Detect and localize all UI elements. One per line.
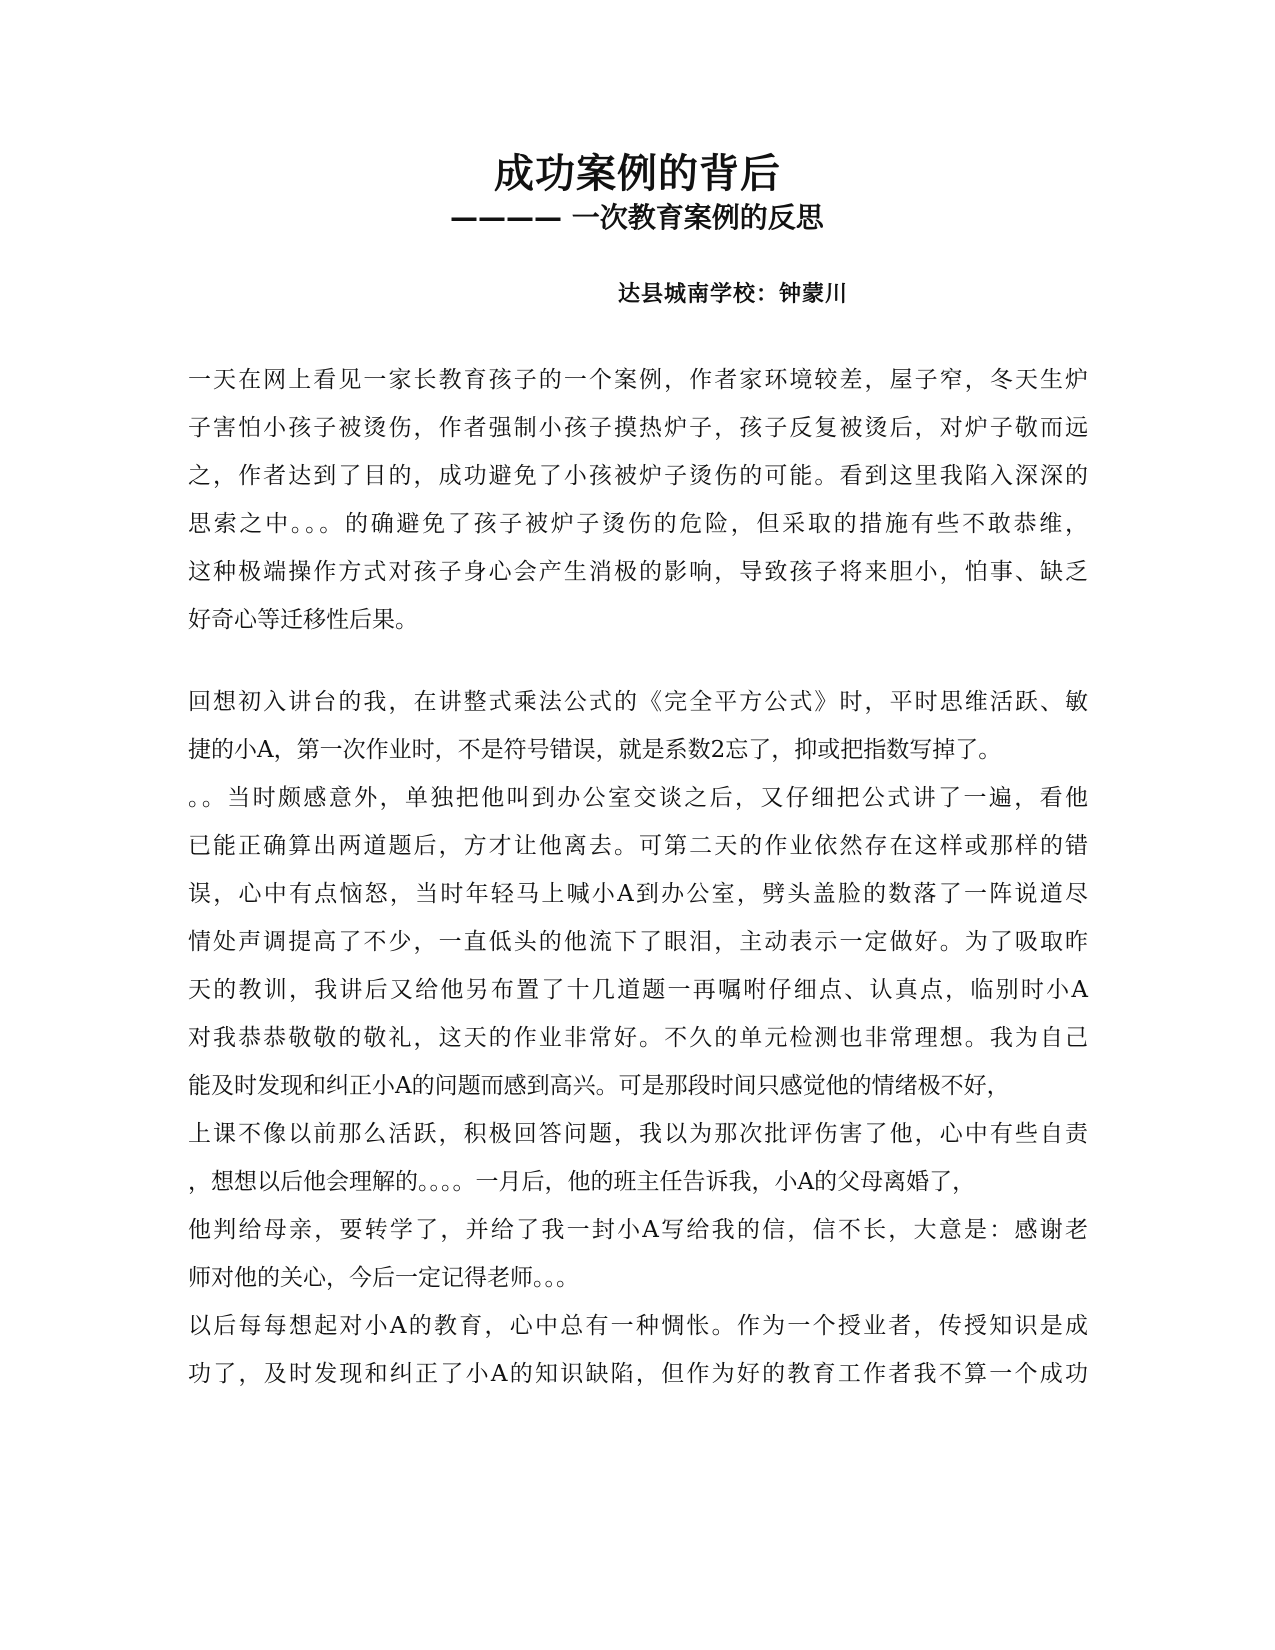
paragraph-2 bbox=[188, 678, 1088, 1302]
paragraph-3 bbox=[188, 1302, 1088, 1398]
text-line: 对我恭恭敬敬的敬礼，这天的作业非常好。不久的单元检测也非常理想。我为自己 bbox=[188, 1025, 1088, 1051]
text-line: 误，心中有点恼怒，当时年轻马上喊小A到办公室，劈头盖脸的数落了一阵说道尽 bbox=[188, 881, 1088, 907]
text-line: 子害怕小孩子被烫伤，作者强制小孩子摸热炉子，孩子反复被烫后，对炉子敬而远 bbox=[188, 415, 1088, 441]
text-line: 以后每每想起对小A的教育，心中总有一种惆怅。作为一个授业者，传授知识是成 bbox=[188, 1313, 1088, 1339]
document-title: 成功案例的背后 bbox=[494, 151, 781, 197]
text-line: ，想想以后他会理解的。。。。一月后，他的班主任告诉我，小A的父母离婚了， bbox=[188, 1169, 976, 1195]
text-line: 捷的小A，第一次作业时，不是符号错误，就是系数2忘了，抑或把指数写掉了。 bbox=[188, 737, 1002, 763]
text-line: 。。当时颇感意外，单独把他叫到办公室交谈之后，又仔细把公式讲了一遍，看他 bbox=[188, 785, 1088, 811]
text-line: 情处声调提高了不少，一直低头的他流下了眼泪，主动表示一定做好。为了吸取昨 bbox=[188, 929, 1088, 955]
text-line: 上课不像以前那么活跃，积极回答问题，我以为那次批评伤害了他，心中有些自责 bbox=[188, 1121, 1088, 1147]
text-line: 之，作者达到了目的，成功避免了小孩被炉子烫伤的可能。看到这里我陷入深深的 bbox=[188, 463, 1088, 489]
document-subtitle: ———— 一次教育案例的反思 bbox=[450, 201, 824, 234]
text-line: 好奇心等迁移性后果。 bbox=[188, 607, 418, 633]
text-line: 能及时发现和纠正小A的问题而感到高兴。可是那段时间只感觉他的情绪极不好， bbox=[188, 1073, 1010, 1099]
text-line: 这种极端操作方式对孩子身心会产生消极的影响，导致孩子将来胆小，怕事、缺乏 bbox=[188, 559, 1088, 585]
text-line: 功了，及时发现和纠正了小A的知识缺陷，但作为好的教育工作者我不算一个成功 bbox=[188, 1361, 1088, 1387]
text-line: 一天在网上看见一家长教育孩子的一个案例，作者家环境较差，屋子窄，冬天生炉 bbox=[188, 367, 1088, 393]
text-line: 思索之中。。。的确避免了孩子被炉子烫伤的危险，但采取的措施有些不敢恭维， bbox=[188, 511, 1088, 537]
text-line: 回想初入讲台的我，在讲整式乘法公式的《完全平方公式》时，平时思维活跃、敏 bbox=[188, 689, 1088, 715]
paragraph-1 bbox=[188, 356, 1088, 644]
text-line: 他判给母亲，要转学了，并给了我一封小A写给我的信，信不长，大意是：感谢老 bbox=[188, 1217, 1088, 1243]
text-line: 师对他的关心，今后一定记得老师。。。 bbox=[188, 1265, 579, 1291]
document-author: 达县城南学校：钟蒙川 bbox=[618, 282, 849, 307]
text-line: 天的教训，我讲后又给他另布置了十几道题一再嘱咐仔细点、认真点，临别时小A bbox=[188, 977, 1088, 1003]
text-line: 已能正确算出两道题后，方才让他离去。可第二天的作业依然存在这样或那样的错 bbox=[188, 833, 1088, 859]
